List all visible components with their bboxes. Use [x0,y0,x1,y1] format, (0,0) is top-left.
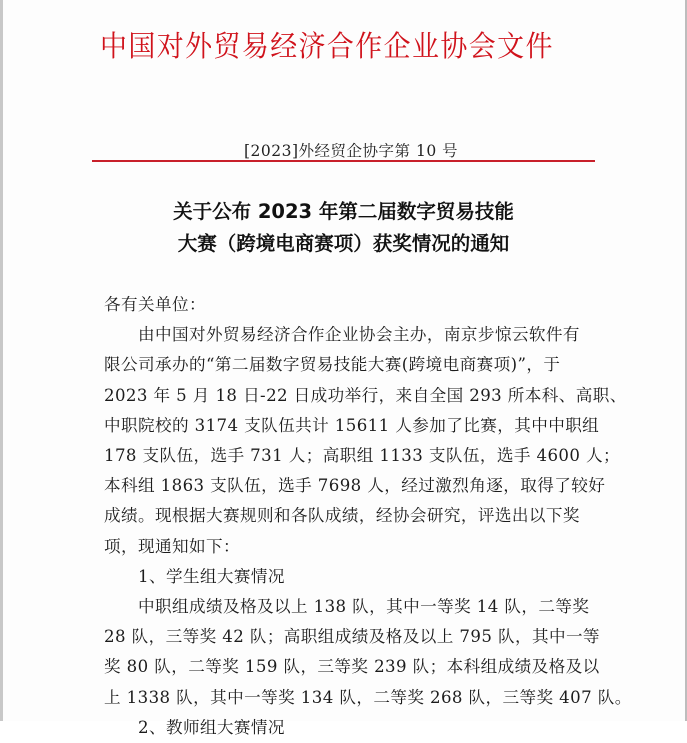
body-line: 限公司承办的“第二届数字贸易技能大赛(跨境电商赛项)”，于 [104,355,561,375]
document-number: [2023]外经贸企协字第 10 号 [244,142,459,160]
document-title [0,196,687,260]
body-line: 178 支队伍，选手 731 人；高职组 1133 支队伍，选手 4600 人； [104,446,621,466]
body-line: 项，现通知如下： [104,536,240,556]
organization-header: 中国对外贸易经济合作企业协会文件 [100,29,554,63]
section1-line: 上 1338 队，其中一等奖 134 队，二等奖 268 队，三等奖 407 队。 [104,687,632,707]
body-line: 本科组 1863 支队伍，选手 7698 人，经过激烈角逐，取得了较好 [104,476,606,496]
body-line: 成绩。现根据大赛规则和各队成绩，经协会研究，评选出以下奖 [104,506,580,526]
title-line-1: 关于公布 2023 年第二届数字贸易技能 [173,200,514,223]
section1-line: 中职组成绩及格及以上 138 队，其中一等奖 14 队，二等奖 [138,597,590,617]
body-line: 2023 年 5 月 18 日-22 日成功举行，来自全国 293 所本科、高职、 [104,385,627,405]
red-divider-line [92,160,595,162]
section-heading-teacher: 2、教师组大赛情况 [138,717,285,737]
body-line: 由中国对外贸易经济合作企业协会主办，南京步惊云软件有 [138,325,580,345]
body-line: 中职院校的 3174 支队伍共计 15611 人参加了比赛，其中中职组 [104,415,600,435]
salutation: 各有关单位： [104,295,206,314]
section-heading-student: 1、学生组大赛情况 [138,566,285,586]
section1-line: 奖 80 队，二等奖 159 队，三等奖 239 队；本科组成绩及格及以 [104,657,600,677]
document-body [104,290,632,743]
title-line-2: 大赛（跨境电商赛项）获奖情况的通知 [177,232,510,255]
section1-line: 28 队，三等奖 42 队；高职组成绩及格及以上 795 队，其中一等 [104,627,600,647]
